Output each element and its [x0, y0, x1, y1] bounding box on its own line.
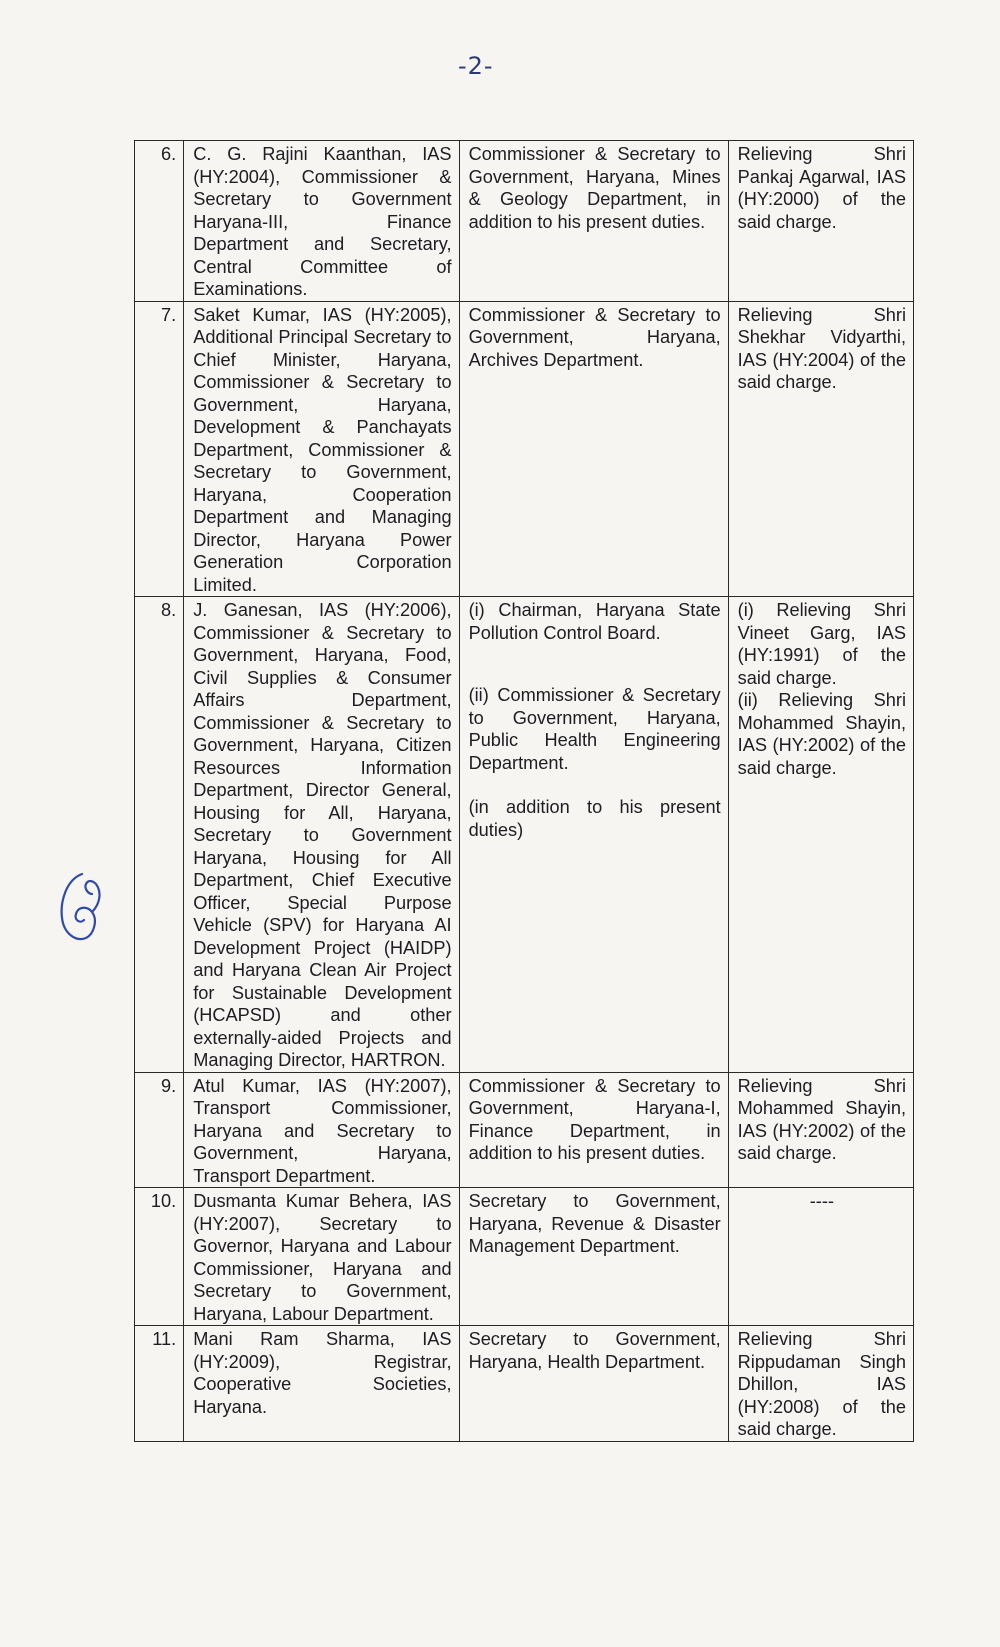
table-row: [135, 597, 914, 1073]
officer-details: Mani Ram Sharma, IAS (HY:2009), Registrar, Cooperative Societies, Haryana.: [184, 1326, 459, 1442]
officer-details: Saket Kumar, IAS (HY:2005), Additional Principal Secretary to Chief Minister, Haryana, Commissioner & Secretary to Government, Haryana, Development & Panchayats Department, Commissioner & Secretary to Government, Haryana, Cooperation Department and Managing Director, Haryana Power Generation Corporation Limited.: [184, 301, 459, 597]
officer-details: Atul Kumar, IAS (HY:2007), Transport Commissioner, Haryana and Secretary to Government, Haryana, Transport Department.: [184, 1072, 459, 1188]
posting-item: (ii) Commissioner & Secretary to Government, Haryana, Public Health Engineering Department.: [468, 685, 721, 773]
remarks-item: Relieving Shri Shekhar Vidyarthi, IAS (HY:2004) of the said charge.: [737, 304, 906, 392]
serial-number: 9.: [135, 1072, 184, 1188]
posting-item: Secretary to Government, Haryana, Health Department.: [468, 1329, 721, 1372]
officer-details: J. Ganesan, IAS (HY:2006), Commissioner & Secretary to Government, Haryana, Food, Civil Supplies & Consumer Affairs Department, Commissioner & Secretary to Government, Haryana, Citizen Resources Information Department, Director General, Housing for All, Haryana, Secretary to Government Haryana, Housing for All Department, Chief Executive Officer, Special Purpose Vehicle (SPV) for Haryana AI Development Project (HAIDP) and Haryana Clean Air Project for Sustainable Development (HCAPSD) and other externally-aided Projects and Managing Director, HARTRON.: [184, 597, 459, 1073]
posting-details: [459, 1326, 728, 1442]
remarks-item: (ii) Relieving Shri Mohammed Shayin, IAS (HY:2002) of the said charge.: [737, 690, 906, 778]
posting-details: [459, 1188, 728, 1326]
serial-number: 6.: [135, 141, 184, 302]
remarks: [728, 1188, 913, 1326]
remarks: [728, 1072, 913, 1188]
serial-number: 7.: [135, 301, 184, 597]
handwritten-initial-mark-icon: [52, 868, 112, 946]
officer-details: Dusmanta Kumar Behera, IAS (HY:2007), Secretary to Governor, Haryana and Labour Commissioner, Haryana and Secretary to Government, Haryana, Labour Department.: [184, 1188, 459, 1326]
remarks-item: Relieving Shri Mohammed Shayin, IAS (HY:2002) of the said charge.: [737, 1075, 906, 1163]
table-row: [135, 1072, 914, 1188]
remarks-item: Relieving Shri Rippudaman Singh Dhillon, IAS (HY:2008) of the said charge.: [737, 1329, 906, 1439]
posting-details: [459, 301, 728, 597]
remarks: [728, 141, 913, 302]
table-row: [135, 1326, 914, 1442]
serial-number: 8.: [135, 597, 184, 1073]
posting-item: (in addition to his present duties): [468, 797, 721, 840]
table-row: [135, 301, 914, 597]
posting-item: (i) Chairman, Haryana State Pollution Control Board.: [468, 600, 721, 643]
remarks: [728, 597, 913, 1073]
serial-number: 10.: [135, 1188, 184, 1326]
table-row: [135, 1188, 914, 1326]
posting-details: [459, 597, 728, 1073]
remarks-item: ----: [809, 1191, 834, 1211]
remarks-item: Relieving Shri Pankaj Agarwal, IAS (HY:2000) of the said charge.: [737, 144, 906, 232]
remarks: [728, 301, 913, 597]
posting-orders-table: [134, 140, 914, 1442]
serial-number: 11.: [135, 1326, 184, 1442]
page-number: -2-: [458, 52, 494, 80]
posting-item: Secretary to Government, Haryana, Revenue & Disaster Management Department.: [468, 1191, 721, 1256]
remarks-item: (i) Relieving Shri Vineet Garg, IAS (HY:1991) of the said charge.: [737, 600, 906, 688]
posting-item: Commissioner & Secretary to Government, Haryana, Archives Department.: [468, 304, 721, 370]
posting-details: [459, 1072, 728, 1188]
officer-details: C. G. Rajini Kaanthan, IAS (HY:2004), Commissioner & Secretary to Government Haryana-III, Finance Department and Secretary, Central Committee of Examinations.: [184, 141, 459, 302]
remarks: [728, 1326, 913, 1442]
posting-item: Commissioner & Secretary to Government, Haryana-I, Finance Department, in addition to his present duties.: [468, 1075, 721, 1163]
table-row: [135, 141, 914, 302]
posting-item: Commissioner & Secretary to Government, Haryana, Mines & Geology Department, in addition to his present duties.: [468, 144, 721, 232]
posting-details: [459, 141, 728, 302]
